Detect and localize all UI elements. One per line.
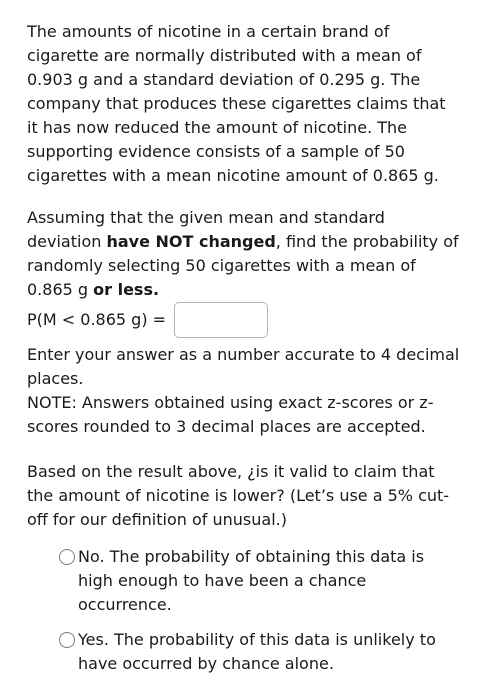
text-line: cigarettes with a mean nicotine amount of 0.865 g. <box>27 166 439 185</box>
text-line: supporting evidence consists of a sample of 50 <box>27 142 405 161</box>
answer-instructions <box>27 343 459 439</box>
text-line: No. The probability of obtaining this data is <box>78 547 425 566</box>
problem-statement <box>27 20 446 188</box>
probability-answer-input[interactable] <box>174 302 268 338</box>
text-line <box>27 278 459 302</box>
text-line: occurrence. <box>78 595 172 614</box>
emphasis-text: have NOT changed <box>106 232 276 251</box>
text-line: off for our definition of unusual.) <box>27 510 287 529</box>
option-yes[interactable] <box>59 628 436 676</box>
radio-button-no[interactable] <box>59 549 75 565</box>
text-line: Based on the result above, ¿is it valid to claim that <box>27 462 435 481</box>
text-line: scores rounded to 3 decimal places are accepted. <box>27 417 426 436</box>
text-line: randomly selecting 50 cigarettes with a mean of <box>27 256 416 275</box>
option-no-text <box>78 545 424 617</box>
answer-label: P(M < 0.865 g) = <box>27 310 167 329</box>
text-line: high enough to have been a chance <box>78 571 367 590</box>
text-line: cigarette are normally distributed with a mean of <box>27 46 422 65</box>
text-line: The amounts of nicotine in a certain brand of <box>27 22 390 41</box>
text-line: the amount of nicotine is lower? (Let’s use a 5% cut- <box>27 486 450 505</box>
emphasis-text: or less. <box>93 280 160 299</box>
text-line: places. <box>27 369 84 388</box>
text-line: NOTE: Answers obtained using exact z-scores or z- <box>27 393 434 412</box>
text-line: it has now reduced the amount of nicotine. The <box>27 118 407 137</box>
text-segment: , find the probability of <box>275 232 459 251</box>
text-line: Enter your answer as a number accurate to 4 decimal <box>27 345 460 364</box>
text-line: Assuming that the given mean and standard <box>27 208 385 227</box>
answer-row <box>27 302 268 338</box>
text-line: Yes. The probability of this data is unlikely to <box>78 630 436 649</box>
radio-button-yes[interactable] <box>59 632 75 648</box>
text-segment: deviation <box>27 232 107 251</box>
text-line: 0.903 g and a standard deviation of 0.295 g. The <box>27 70 421 89</box>
option-no[interactable] <box>59 545 424 617</box>
text-line: company that produces these cigarettes claims that <box>27 94 446 113</box>
option-yes-text <box>78 628 436 676</box>
task-instructions <box>27 206 459 302</box>
text-line: have occurred by chance alone. <box>78 654 334 673</box>
text-line <box>27 230 459 254</box>
follow-up-question <box>27 460 449 532</box>
text-segment: 0.865 g <box>27 280 94 299</box>
